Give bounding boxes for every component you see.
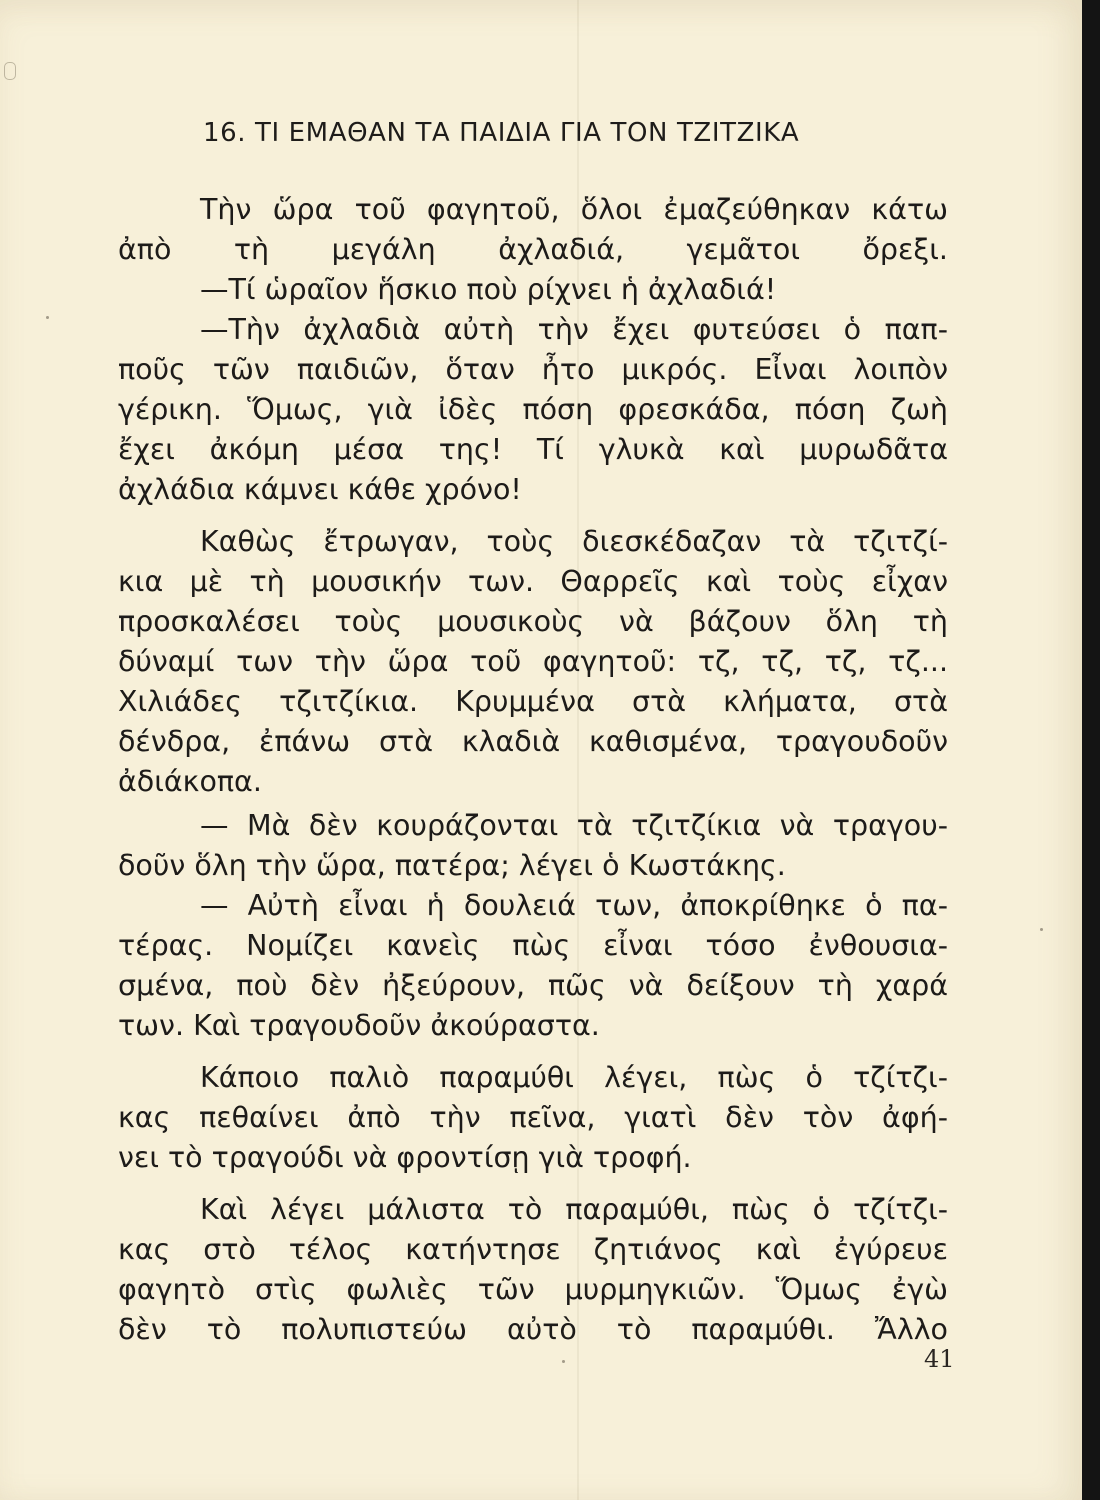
text-line: —Τί ὡραῖον ἥσκιο ποὺ ρίχνει ἡ ἀχλαδιά! <box>200 273 777 306</box>
text-line: —Τὴν ἀχλαδιὰ αὐτὴ τὴν ἔχει φυτεύσει ὁ παπ- <box>200 313 948 346</box>
text-line: Καὶ λέγει μάλιστα τὸ παραμύθι, πὼς ὁ τζίτζι- <box>200 1193 948 1226</box>
chapter-title: 16. ΤΙ ΕΜΑΘΑΝ ΤΑ ΠΑΙΔΙΑ ΓΙΑ ΤΟΝ ΤΖΙΤΖΙΚΑ <box>203 118 800 148</box>
text-line: σμένα, ποὺ δὲν ἠξεύρουν, πῶς νὰ δείξουν τὴ χαρά <box>118 969 948 1002</box>
text-line: ἀπὸ τὴ μεγάλη ἀχλαδιά, γεμᾶτοι ὄρεξι. <box>118 233 948 266</box>
text-line: τέρας. Νομίζει κανεὶς πὼς εἶναι τόσο ἐνθουσια- <box>118 929 948 962</box>
text-line: Κάποιο παλιὸ παραμύθι λέγει, πὼς ὁ τζίτζι- <box>200 1061 948 1094</box>
paper-speck <box>1040 928 1043 931</box>
paper-speck <box>562 1360 565 1363</box>
text-line: κας πεθαίνει ἀπὸ τὴν πεῖνα, γιατὶ δὲν τὸν ἀφή- <box>118 1101 948 1134</box>
text-line: προσκαλέσει τοὺς μουσικοὺς νὰ βάζουν ὅλη τὴ <box>118 605 948 638</box>
text-line: ποῦς τῶν παιδιῶν, ὅταν ἦτο μικρός. Εἶναι λοιπὸν <box>118 353 948 386</box>
paper-speck <box>46 316 49 319</box>
text-line: Τὴν ὥρα τοῦ φαγητοῦ, ὅλοι ἐμαζεύθηκαν κάτω <box>200 193 948 226</box>
text-line: ἀχλάδια κάμνει κάθε χρόνο! <box>118 473 522 506</box>
text-line: των. Καὶ τραγουδοῦν ἀκούραστα. <box>118 1009 600 1042</box>
text-line: δύναμί των τὴν ὥρα τοῦ φαγητοῦ: τζ, τζ, τζ, τζ... <box>118 645 948 678</box>
text-line: ἔχει ἀκόμη μέσα της! Τί γλυκὰ καὶ μυρωδᾶτα <box>118 433 948 466</box>
page-edge-mark <box>4 62 16 80</box>
body-text <box>118 190 948 1350</box>
text-line: — Αὐτὴ εἶναι ἡ δουλειά των, ἀποκρίθηκε ὁ πα- <box>200 889 948 922</box>
text-line: δὲν τὸ πολυπιστεύω αὐτὸ τὸ παραμύθι. Ἄλλο <box>118 1313 948 1346</box>
text-line: Καθὼς ἔτρωγαν, τοὺς διεσκέδαζαν τὰ τζιτζί- <box>200 525 948 558</box>
text-line: — Μὰ δὲν κουράζονται τὰ τζιτζίκια νὰ τραγου- <box>200 809 948 842</box>
page-number: 41 <box>924 1345 955 1373</box>
text-line: φαγητὸ στὶς φωλιὲς τῶν μυρμηγκιῶν. Ὅμως ἐγὼ <box>118 1273 948 1306</box>
text-line: κια μὲ τὴ μουσικήν των. Θαρρεῖς καὶ τοὺς εἶχαν <box>118 565 948 598</box>
text-line: δοῦν ὅλη τὴν ὥρα, πατέρα; λέγει ὁ Κωστάκης. <box>118 849 786 882</box>
text-line: δένδρα, ἐπάνω στὰ κλαδιὰ καθισμένα, τραγουδοῦν <box>118 725 948 758</box>
text-line: ἀδιάκοπα. <box>118 765 262 798</box>
text-line: κας στὸ τέλος κατήντησε ζητιάνος καὶ ἐγύρευε <box>118 1233 948 1266</box>
text-line: γέρικη. Ὅμως, γιὰ ἰδὲς πόση φρεσκάδα, πόση ζωὴ <box>118 393 948 426</box>
text-line: νει τὸ τραγούδι νὰ φροντίσῃ γιὰ τροφή. <box>118 1141 692 1174</box>
text-line: Χιλιάδες τζιτζίκια. Κρυμμένα στὰ κλήματα, στὰ <box>118 685 948 718</box>
